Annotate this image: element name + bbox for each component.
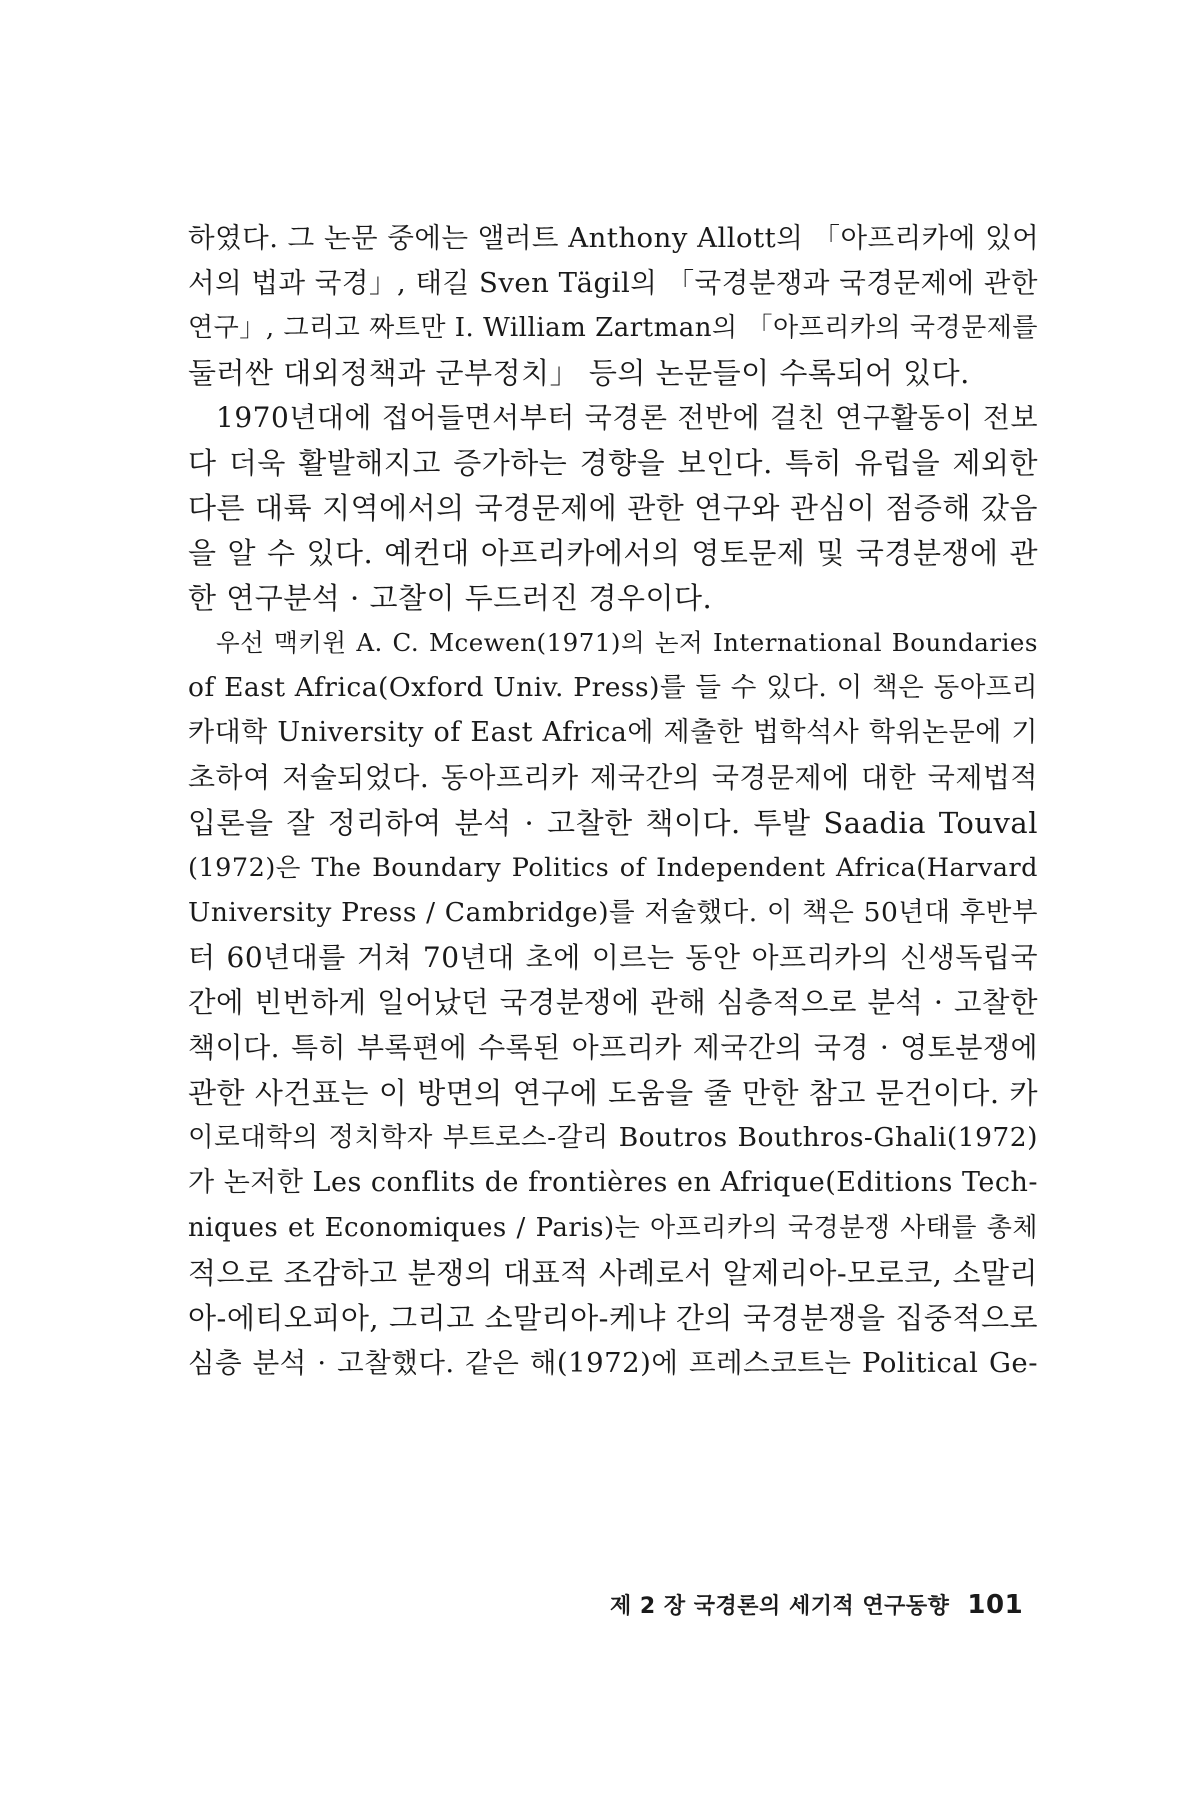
text-line: of East Africa(Oxford Univ. Press)를 들 수 있다. 이 책은 동아프리 [188,672,1038,703]
text-line: 심층 분석 · 고찰했다. 같은 해(1972)에 프레스코트는 Political Ge- [188,1347,1038,1379]
text-line: 연구」, 그리고 짜트만 I. William Zartman의 「아프리카의 국경문제를 [188,313,1038,343]
text-line: 가 논저한 Les conflits de frontières en Afrique(Editions Tech- [188,1167,1038,1198]
text-line: 책이다. 특히 부록편에 수록된 아프리카 제국간의 국경 · 영토분쟁에 [188,1031,1038,1064]
text-line: 1970년대에 접어들면서부터 국경론 전반에 걸친 연구활동이 전보 [216,401,1038,434]
text-line: (1972)은 The Boundary Politics of Independent Africa(Harvard [188,853,1038,883]
text-line: 적으로 조감하고 분쟁의 대표적 사례로서 알제리아-모로코, 소말리 [188,1256,1038,1290]
text-line: 둘러싼 대외정책과 군부정치」 등의 논문들이 수록되어 있다. [188,356,970,390]
text-line: 서의 법과 국경」, 태길 Sven Tägil의 「국경분쟁과 국경문제에 관한 [188,267,1038,299]
text-line: 우선 맥키윈 A. C. Mcewen(1971)의 논저 International Boundaries [216,628,1038,657]
running-head: 제 2 장 국경론의 세기적 연구동향 [610,1594,950,1619]
page-footer [610,1585,1030,1625]
text-line: 아-에티오피아, 그리고 소말리아-케냐 간의 국경분쟁을 집중적으로 [188,1301,1038,1335]
text-line: 다 더욱 활발해지고 증가하는 경향을 보인다. 특히 유럽을 제외한 [188,446,1038,480]
text-line: 터 60년대를 거쳐 70년대 초에 이르는 동안 아프리카의 신생독립국 [188,941,1038,974]
text-line: 다른 대륙 지역에서의 국경문제에 관한 연구와 관심이 점증해 갔음 [188,491,1038,525]
text-line: 초하여 저술되었다. 동아프리카 제국간의 국경문제에 대한 국제법적 [188,761,1038,794]
text-line: 카대학 University of East Africa에 제출한 법학석사 학위논문에 기 [188,717,1038,748]
text-line: 간에 빈번하게 일어났던 국경분쟁에 관해 심층적으로 분석 · 고찰한 [188,986,1038,1019]
text-line: 하였다. 그 논문 중에는 앨러트 Anthony Allott의 「아프리카에 있어 [188,222,1040,254]
text-line: 을 알 수 있다. 예컨대 아프리카에서의 영토문제 및 국경분쟁에 관 [188,536,1038,570]
text-line: University Press / Cambridge)를 저술했다. 이 책은 50년대 후반부 [188,897,1038,928]
text-line: 관한 사건표는 이 방면의 연구에 도움을 줄 만한 참고 문건이다. 카 [188,1076,1038,1110]
page-number: 101 [967,1590,1024,1620]
text-line: 이로대학의 정치학자 부트로스-갈리 Boutros Bouthros-Ghali(1972) [188,1122,1038,1153]
text-line: 입론을 잘 정리하여 분석 · 고찰한 책이다. 투발 Saadia Touval [188,806,1038,840]
text-line: niques et Economiques / Paris)는 아프리카의 국경분쟁 사태를 총체 [188,1213,1038,1243]
text-line: 한 연구분석 · 고찰이 두드러진 경우이다. [188,581,713,615]
